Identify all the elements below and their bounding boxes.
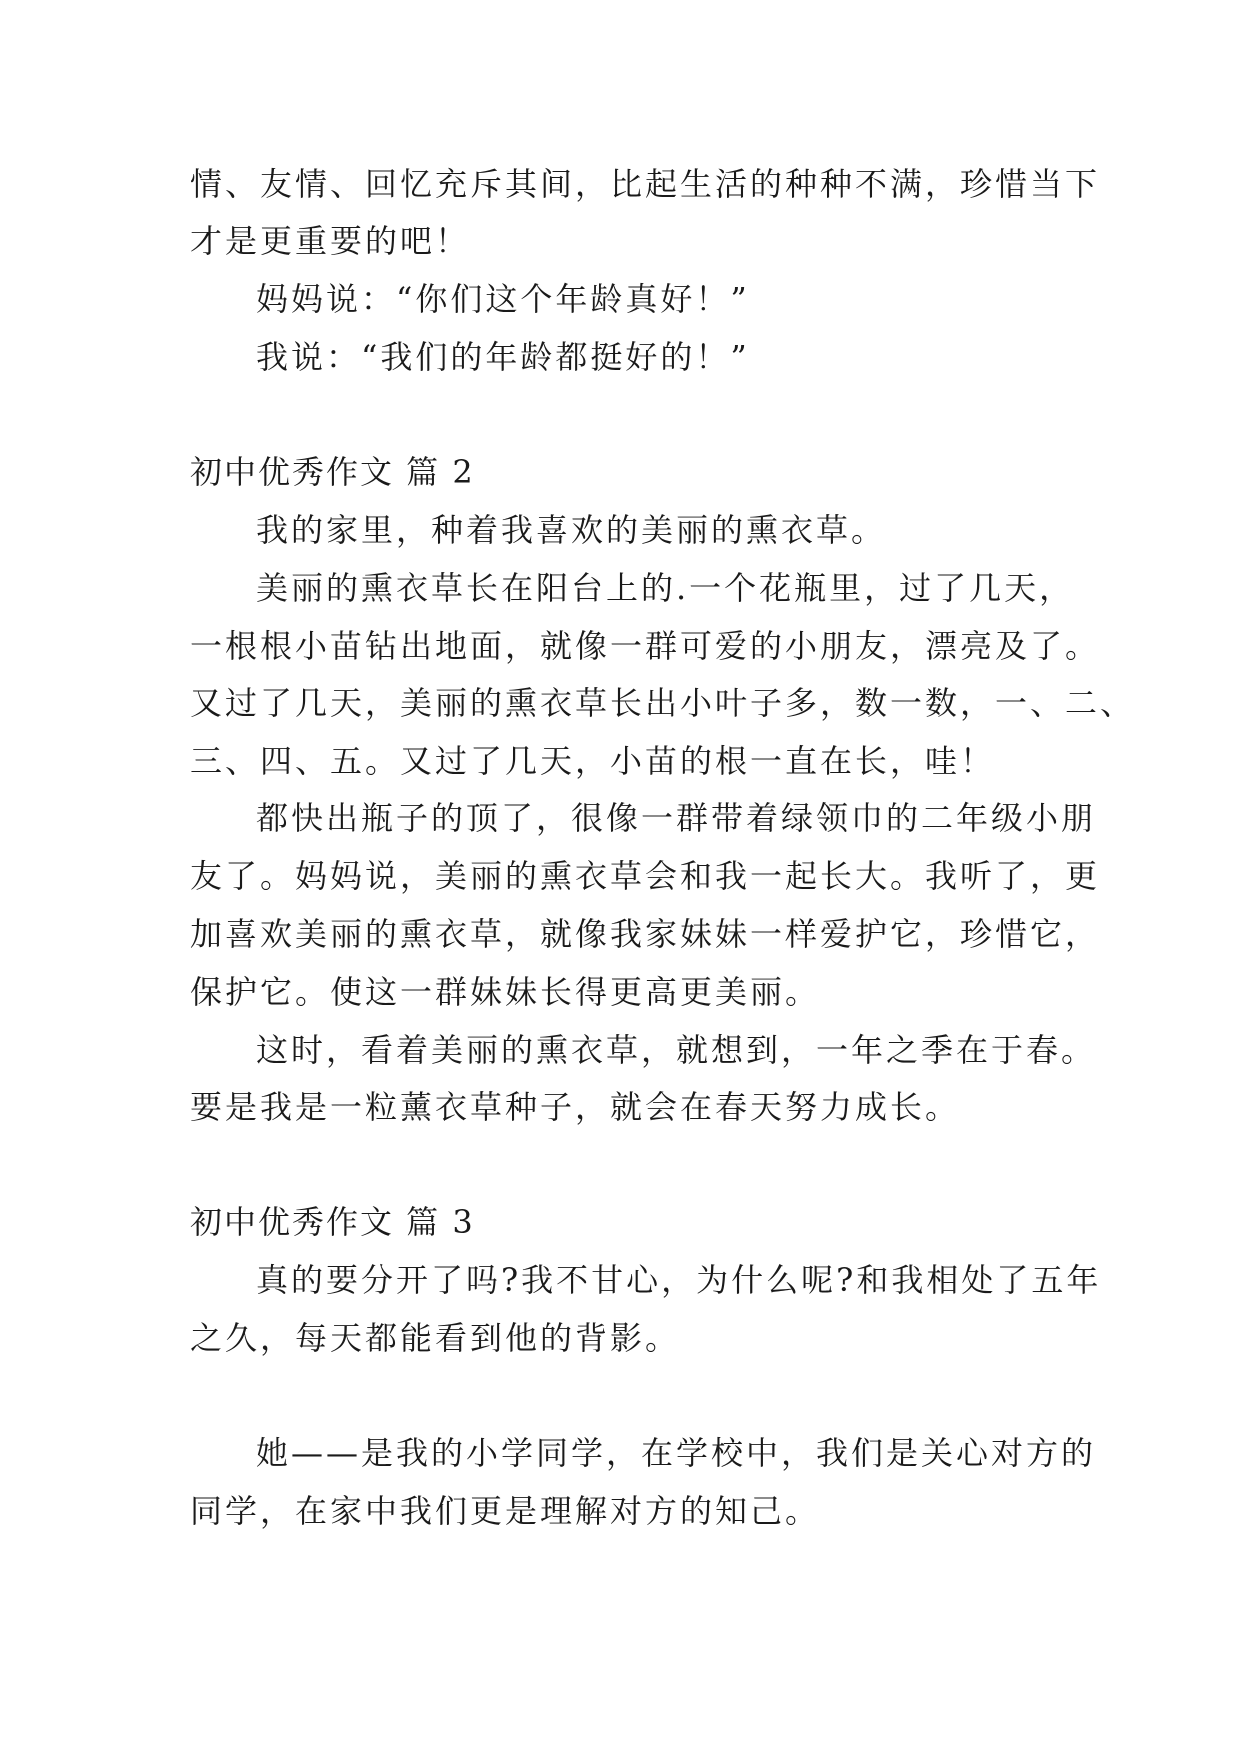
section-heading-3: 初中优秀作文 篇 3 (190, 1203, 475, 1241)
paragraph-line: 她——是我的小学同学，在学校中，我们是关心对方的 (256, 1434, 1097, 1472)
paragraph-line: 友了。妈妈说，美丽的熏衣草会和我一起长大。我听了，更 (190, 857, 1101, 895)
paragraph-line: 保护它。使这一群妹妹长得更高更美丽。 (190, 973, 821, 1011)
paragraph-line: 又过了几天，美丽的熏衣草长出小叶子多，数一数，一、二、 (190, 684, 1136, 722)
paragraph-line: 都快出瓶子的顶了，很像一群带着绿领巾的二年级小朋 (256, 799, 1097, 837)
paragraph-line: 同学，在家中我们更是理解对方的知己。 (190, 1492, 821, 1530)
paragraph-line: 真的要分开了吗?我不甘心，为什么呢?和我相处了五年 (256, 1261, 1102, 1299)
paragraph-line: 要是我是一粒薰衣草种子，就会在春天努力成长。 (190, 1088, 961, 1126)
paragraph-line: 之久，每天都能看到他的背影。 (190, 1319, 681, 1357)
paragraph-line: 加喜欢美丽的熏衣草，就像我家妹妹一样爱护它，珍惜它， (190, 915, 1101, 953)
paragraph-line: 三、四、五。又过了几天，小苗的根一直在长，哇！ (190, 742, 996, 780)
paragraph-line: 情、友情、回忆充斥其间，比起生活的种种不满，珍惜当下 (190, 165, 1101, 203)
section-heading-2: 初中优秀作文 篇 2 (190, 453, 475, 491)
paragraph-line: 才是更重要的吧！ (190, 222, 471, 260)
paragraph-line: 我的家里，种着我喜欢的美丽的熏衣草。 (256, 511, 887, 549)
paragraph-line: 我说：“我们的年龄都挺好的！” (256, 338, 750, 376)
paragraph-line: 美丽的熏衣草长在阳台上的.一个花瓶里，过了几天， (256, 569, 1075, 607)
paragraph-line: 一根根小苗钻出地面，就像一群可爱的小朋友，漂亮及了。 (190, 627, 1101, 665)
paragraph-line: 妈妈说：“你们这个年龄真好！” (256, 280, 750, 318)
paragraph-line: 这时，看着美丽的熏衣草，就想到，一年之季在于春。 (256, 1031, 1097, 1069)
